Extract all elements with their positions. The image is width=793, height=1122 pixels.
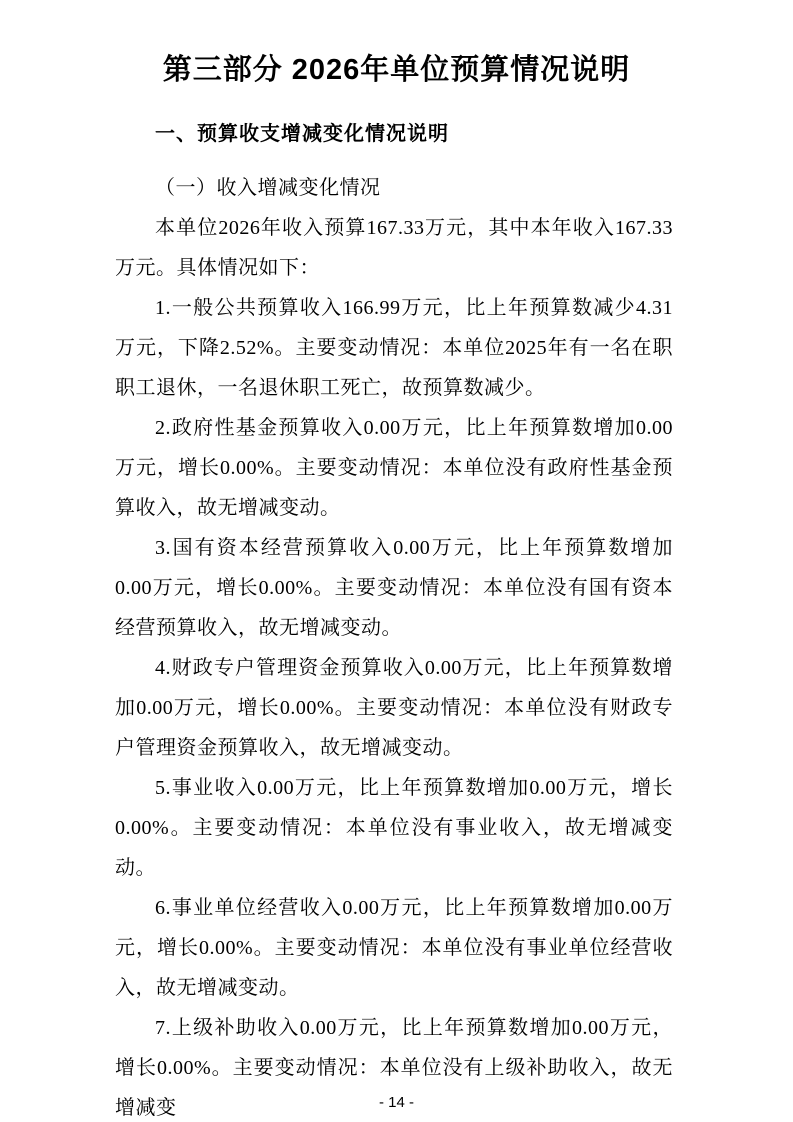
paragraph-state-capital: 3.国有资本经营预算收入0.00万元，比上年预算数增加0.00万元，增长0.00%。主要变动情况：本单位没有国有资本经营预算收入，故无增减变动。 xyxy=(115,537,673,639)
paragraph-government-fund: 2.政府性基金预算收入0.00万元，比上年预算数增加0.00万元，增长0.00%。主要变动情况：本单位没有政府性基金预算收入，故无增减变动。 xyxy=(115,417,673,519)
paragraph-institutional-operating-income: 6.事业单位经营收入0.00万元，比上年预算数增加0.00万元，增长0.00%。主要变动情况：本单位没有事业单位经营收入，故无增减变动。 xyxy=(115,897,673,999)
document-title: 第三部分 2026年单位预算情况说明 xyxy=(162,54,631,86)
page-number: - 14 - xyxy=(378,1094,414,1111)
paragraph-superior-subsidy-income: 7.上级补助收入0.00万元，比上年预算数增加0.00万元，增长0.00%。主要变动情况：本单位没有上级补助收入，故无增减变 xyxy=(115,1017,673,1119)
paragraph-institutional-income: 5.事业收入0.00万元，比上年预算数增加0.00万元，增长0.00%。主要变动情况：本单位没有事业收入，故无增减变动。 xyxy=(115,777,673,879)
paragraph-general-public-budget: 1.一般公共预算收入166.99万元，比上年预算数减少4.31万元，下降2.52%。主要变动情况：本单位2025年有一名在职职工退休，一名退休职工死亡，故预算数减少。 xyxy=(115,297,673,399)
subsection-heading: （一）收入增减变化情况 xyxy=(155,177,381,199)
document-body xyxy=(115,168,673,1122)
paragraph-income-summary: 本单位2026年收入预算167.33万元，其中本年收入167.33万元。具体情况如下： xyxy=(115,217,673,279)
section-heading: 一、预算收支增减变化情况说明 xyxy=(155,123,449,145)
paragraph-fiscal-special-account: 4.财政专户管理资金预算收入0.00万元，比上年预算数增加0.00万元，增长0.00%。主要变动情况：本单位没有财政专户管理资金预算收入，故无增减变动。 xyxy=(115,657,673,759)
